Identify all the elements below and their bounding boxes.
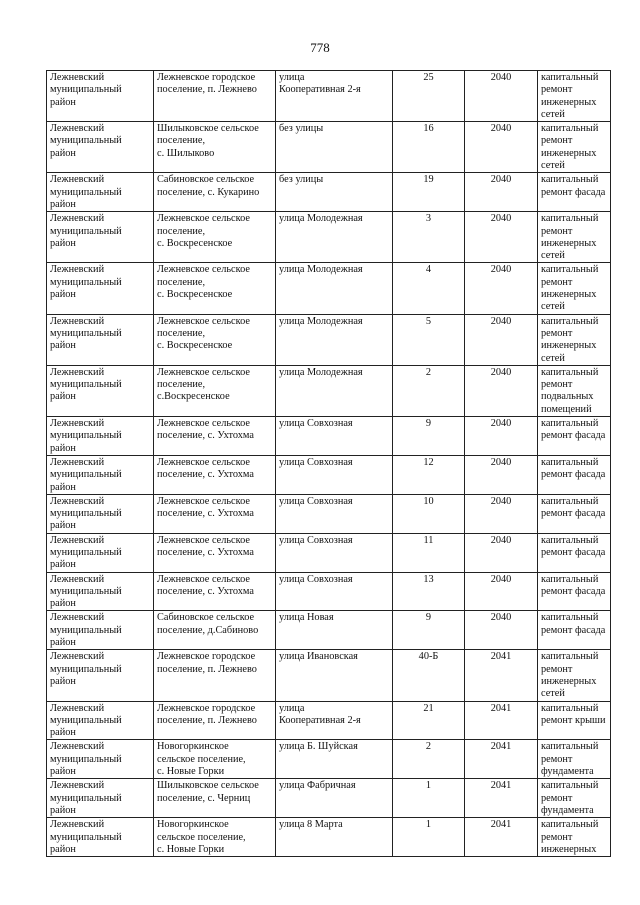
cell-house: 21	[393, 701, 465, 740]
cell-year: 2040	[465, 122, 538, 173]
cell-work: капитальный ремонт фундамента	[538, 779, 611, 818]
cell-house: 4	[393, 263, 465, 314]
table-row	[47, 263, 611, 314]
cell-street: улица Совхозная	[276, 455, 393, 494]
cell-street: улица Ивановская	[276, 650, 393, 701]
cell-house: 12	[393, 455, 465, 494]
cell-work: капитальный ремонт фасада	[538, 173, 611, 212]
cell-settlement: Лежневское сельское поселение, с. Ухтохма	[154, 455, 276, 494]
cell-house: 9	[393, 611, 465, 650]
cell-house: 10	[393, 494, 465, 533]
cell-work: капитальный ремонт фасада	[538, 455, 611, 494]
cell-settlement: Лежневское городское поселение, п. Лежнево	[154, 71, 276, 122]
cell-year: 2040	[465, 572, 538, 611]
cell-district: Лежневский муниципальный район	[47, 701, 154, 740]
cell-street: улица Молодежная	[276, 212, 393, 263]
cell-settlement: Лежневское сельское поселение, с. Воскресенское	[154, 263, 276, 314]
table-row	[47, 417, 611, 456]
table-row	[47, 740, 611, 779]
cell-settlement: Сабиновское сельское поселение, д.Сабиново	[154, 611, 276, 650]
cell-settlement: Лежневское городское поселение, п. Лежнево	[154, 701, 276, 740]
cell-year: 2040	[465, 365, 538, 416]
cell-house: 2	[393, 365, 465, 416]
table-row	[47, 611, 611, 650]
cell-year: 2040	[465, 455, 538, 494]
table-row	[47, 122, 611, 173]
table-row	[47, 173, 611, 212]
cell-district: Лежневский муниципальный район	[47, 314, 154, 365]
cell-year: 2041	[465, 701, 538, 740]
cell-work: капитальный ремонт крыши	[538, 701, 611, 740]
cell-district: Лежневский муниципальный район	[47, 417, 154, 456]
cell-district: Лежневский муниципальный район	[47, 650, 154, 701]
cell-district: Лежневский муниципальный район	[47, 122, 154, 173]
cell-work: капитальный ремонт фасада	[538, 533, 611, 572]
cell-house: 9	[393, 417, 465, 456]
cell-district: Лежневский муниципальный район	[47, 740, 154, 779]
table-row	[47, 533, 611, 572]
cell-street: улица Совхозная	[276, 572, 393, 611]
cell-district: Лежневский муниципальный район	[47, 572, 154, 611]
cell-year: 2040	[465, 263, 538, 314]
cell-house: 19	[393, 173, 465, 212]
cell-year: 2040	[465, 417, 538, 456]
cell-year: 2040	[465, 71, 538, 122]
cell-district: Лежневский муниципальный район	[47, 779, 154, 818]
cell-year: 2040	[465, 314, 538, 365]
cell-house: 3	[393, 212, 465, 263]
cell-year: 2041	[465, 740, 538, 779]
cell-year: 2040	[465, 173, 538, 212]
cell-street: улица Совхозная	[276, 494, 393, 533]
cell-district: Лежневский муниципальный район	[47, 71, 154, 122]
cell-work: капитальный ремонт инженерных	[538, 818, 611, 857]
table-row	[47, 71, 611, 122]
table-body	[47, 71, 611, 857]
cell-district: Лежневский муниципальный район	[47, 263, 154, 314]
cell-house: 40-Б	[393, 650, 465, 701]
cell-street: улица Молодежная	[276, 314, 393, 365]
table-row	[47, 650, 611, 701]
cell-settlement: Сабиновское сельское поселение, с. Кукарино	[154, 173, 276, 212]
cell-work: капитальный ремонт инженерных сетей	[538, 122, 611, 173]
cell-street: улица Кооперативная 2-я	[276, 71, 393, 122]
cell-work: капитальный ремонт фасада	[538, 494, 611, 533]
cell-house: 5	[393, 314, 465, 365]
cell-settlement: Лежневское сельское поселение, с. Воскресенское	[154, 212, 276, 263]
page-number: 778	[310, 40, 330, 55]
cell-settlement: Новогоркинское сельское поселение, с. Новые Горки	[154, 818, 276, 857]
cell-year: 2040	[465, 494, 538, 533]
cell-year: 2040	[465, 611, 538, 650]
table-row	[47, 365, 611, 416]
cell-work: капитальный ремонт инженерных сетей	[538, 314, 611, 365]
cell-house: 16	[393, 122, 465, 173]
cell-year: 2041	[465, 650, 538, 701]
cell-district: Лежневский муниципальный район	[47, 818, 154, 857]
cell-year: 2040	[465, 533, 538, 572]
cell-settlement: Шилыковское сельское поселение, с. Шилыково	[154, 122, 276, 173]
cell-year: 2041	[465, 818, 538, 857]
cell-house: 1	[393, 779, 465, 818]
cell-street: улица Новая	[276, 611, 393, 650]
table-row	[47, 314, 611, 365]
table-row	[47, 494, 611, 533]
cell-street: улица Кооперативная 2-я	[276, 701, 393, 740]
cell-settlement: Новогоркинское сельское поселение, с. Новые Горки	[154, 740, 276, 779]
cell-settlement: Лежневское сельское поселение, с. Ухтохма	[154, 572, 276, 611]
cell-street: без улицы	[276, 173, 393, 212]
cell-district: Лежневский муниципальный район	[47, 533, 154, 572]
cell-year: 2040	[465, 212, 538, 263]
cell-settlement: Лежневское сельское поселение, с. Ухтохма	[154, 533, 276, 572]
cell-settlement: Лежневское сельское поселение, с. Ухтохма	[154, 417, 276, 456]
cell-street: улица Фабричная	[276, 779, 393, 818]
cell-work: капитальный ремонт фундамента	[538, 740, 611, 779]
cell-settlement: Лежневское городское поселение, п. Лежнево	[154, 650, 276, 701]
cell-district: Лежневский муниципальный район	[47, 611, 154, 650]
cell-street: улица Совхозная	[276, 417, 393, 456]
cell-district: Лежневский муниципальный район	[47, 494, 154, 533]
cell-street: улица Молодежная	[276, 263, 393, 314]
cell-house: 1	[393, 818, 465, 857]
cell-district: Лежневский муниципальный район	[47, 365, 154, 416]
cell-street: улица Совхозная	[276, 533, 393, 572]
cell-house: 13	[393, 572, 465, 611]
cell-house: 2	[393, 740, 465, 779]
cell-work: капитальный ремонт подвальных помещений	[538, 365, 611, 416]
cell-work: капитальный ремонт инженерных сетей	[538, 212, 611, 263]
repair-schedule-table	[46, 70, 611, 857]
cell-settlement: Лежневское сельское поселение, с. Воскресенское	[154, 314, 276, 365]
cell-street: улица 8 Марта	[276, 818, 393, 857]
table-row	[47, 818, 611, 857]
table-row	[47, 572, 611, 611]
cell-district: Лежневский муниципальный район	[47, 212, 154, 263]
cell-work: капитальный ремонт инженерных сетей	[538, 650, 611, 701]
cell-street: без улицы	[276, 122, 393, 173]
cell-street: улица Б. Шуйская	[276, 740, 393, 779]
table-row	[47, 779, 611, 818]
cell-work: капитальный ремонт фасада	[538, 611, 611, 650]
table-row	[47, 212, 611, 263]
cell-settlement: Шилыковское сельское поселение, с. Черниц	[154, 779, 276, 818]
cell-district: Лежневский муниципальный район	[47, 173, 154, 212]
cell-work: капитальный ремонт фасада	[538, 417, 611, 456]
cell-district: Лежневский муниципальный район	[47, 455, 154, 494]
cell-work: капитальный ремонт инженерных сетей	[538, 263, 611, 314]
table-row	[47, 455, 611, 494]
cell-year: 2041	[465, 779, 538, 818]
cell-street: улица Молодежная	[276, 365, 393, 416]
cell-house: 11	[393, 533, 465, 572]
cell-work: капитальный ремонт фасада	[538, 572, 611, 611]
cell-settlement: Лежневское сельское поселение, с. Ухтохма	[154, 494, 276, 533]
cell-settlement: Лежневское сельское поселение, с.Воскресенское	[154, 365, 276, 416]
table-row	[47, 701, 611, 740]
cell-house: 25	[393, 71, 465, 122]
cell-work: капитальный ремонт инженерных сетей	[538, 71, 611, 122]
